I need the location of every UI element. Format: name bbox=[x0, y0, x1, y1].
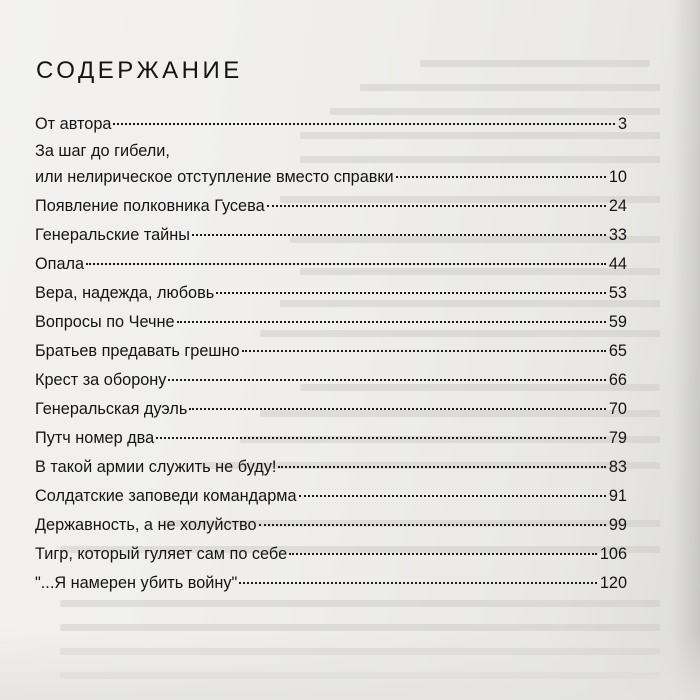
toc-entry-page-number: 44 bbox=[608, 255, 627, 273]
toc-entry-title: В такой армии служить не буду! bbox=[35, 458, 277, 476]
dot-leader bbox=[259, 524, 606, 526]
dot-leader bbox=[267, 205, 606, 207]
toc-entry bbox=[35, 453, 627, 482]
toc-entries bbox=[35, 110, 627, 598]
dot-leader bbox=[299, 495, 606, 497]
toc-entry-title: Вера, надежда, любовь bbox=[35, 284, 215, 302]
table-of-contents bbox=[35, 56, 627, 598]
toc-entry-title: "...Я намерен убить войну" bbox=[35, 574, 238, 592]
dot-leader bbox=[242, 350, 606, 352]
toc-entry-page-number: 70 bbox=[608, 400, 627, 418]
dot-leader bbox=[168, 379, 605, 381]
toc-entry-title: Тигр, который гуляет сам по себе bbox=[35, 545, 288, 563]
toc-entry-page-number: 65 bbox=[608, 342, 627, 360]
toc-entry bbox=[35, 482, 627, 511]
toc-entry-title: или нелирическое отступление вместо справки bbox=[35, 168, 394, 186]
toc-entry bbox=[35, 540, 627, 569]
toc-entry-page-number: 99 bbox=[608, 516, 627, 534]
toc-entry bbox=[35, 337, 627, 366]
toc-entry bbox=[35, 139, 627, 163]
toc-heading: СОДЕРЖАНИЕ bbox=[36, 57, 243, 84]
toc-entry-title: Опала bbox=[35, 255, 85, 273]
toc-entry-title: Генеральская дуэль bbox=[35, 400, 188, 418]
toc-entry bbox=[35, 569, 627, 598]
dot-leader bbox=[86, 263, 606, 265]
toc-entry-page-number: 33 bbox=[608, 226, 627, 244]
dot-leader bbox=[113, 123, 615, 125]
toc-entry bbox=[35, 250, 627, 279]
toc-entry bbox=[35, 308, 627, 337]
toc-entry-title: Солдатские заповеди командарма bbox=[35, 487, 297, 505]
toc-entry bbox=[35, 424, 627, 453]
toc-entry-page-number: 91 bbox=[608, 487, 627, 505]
toc-entry-page-number: 10 bbox=[608, 168, 627, 186]
dot-leader bbox=[239, 582, 597, 584]
toc-entry-page-number: 79 bbox=[608, 429, 627, 447]
toc-entry-title: Крест за оборону bbox=[35, 371, 167, 389]
toc-entry-page-number: 106 bbox=[599, 545, 627, 563]
dot-leader bbox=[189, 408, 606, 410]
toc-entry bbox=[35, 192, 627, 221]
toc-entry bbox=[35, 221, 627, 250]
toc-entry-title: Вопросы по Чечне bbox=[35, 313, 175, 331]
toc-entry bbox=[35, 366, 627, 395]
toc-entry bbox=[35, 279, 627, 308]
toc-entry-title: За шаг до гибели, bbox=[35, 142, 170, 160]
dot-leader bbox=[289, 553, 597, 555]
dot-leader bbox=[216, 292, 606, 294]
toc-entry-page-number: 120 bbox=[599, 574, 627, 592]
page-bottom-shade bbox=[0, 628, 700, 700]
dot-leader bbox=[278, 466, 605, 468]
toc-entry bbox=[35, 511, 627, 540]
toc-entry bbox=[35, 395, 627, 424]
toc-entry-page-number: 53 bbox=[608, 284, 627, 302]
toc-entry-page-number: 59 bbox=[608, 313, 627, 331]
toc-entry-title: Появление полковника Гусева bbox=[35, 197, 265, 215]
toc-entry bbox=[35, 163, 627, 192]
dot-leader bbox=[192, 234, 606, 236]
dot-leader bbox=[177, 321, 606, 323]
toc-entry-title: Генеральские тайны bbox=[35, 226, 190, 244]
toc-entry-page-number: 3 bbox=[617, 115, 627, 133]
toc-entry-title: Путч номер два bbox=[35, 429, 155, 447]
toc-entry bbox=[35, 110, 627, 139]
toc-entry-title: Державность, а не холуйство bbox=[35, 516, 257, 534]
page-edge-shadow bbox=[672, 0, 700, 700]
toc-entry-title: Братьев предавать грешно bbox=[35, 342, 240, 360]
dot-leader bbox=[396, 176, 606, 178]
toc-entry-page-number: 83 bbox=[608, 458, 627, 476]
toc-entry-page-number: 24 bbox=[608, 197, 627, 215]
toc-entry-title: От автора bbox=[35, 115, 112, 133]
toc-entry-page-number: 66 bbox=[608, 371, 627, 389]
dot-leader bbox=[156, 437, 606, 439]
